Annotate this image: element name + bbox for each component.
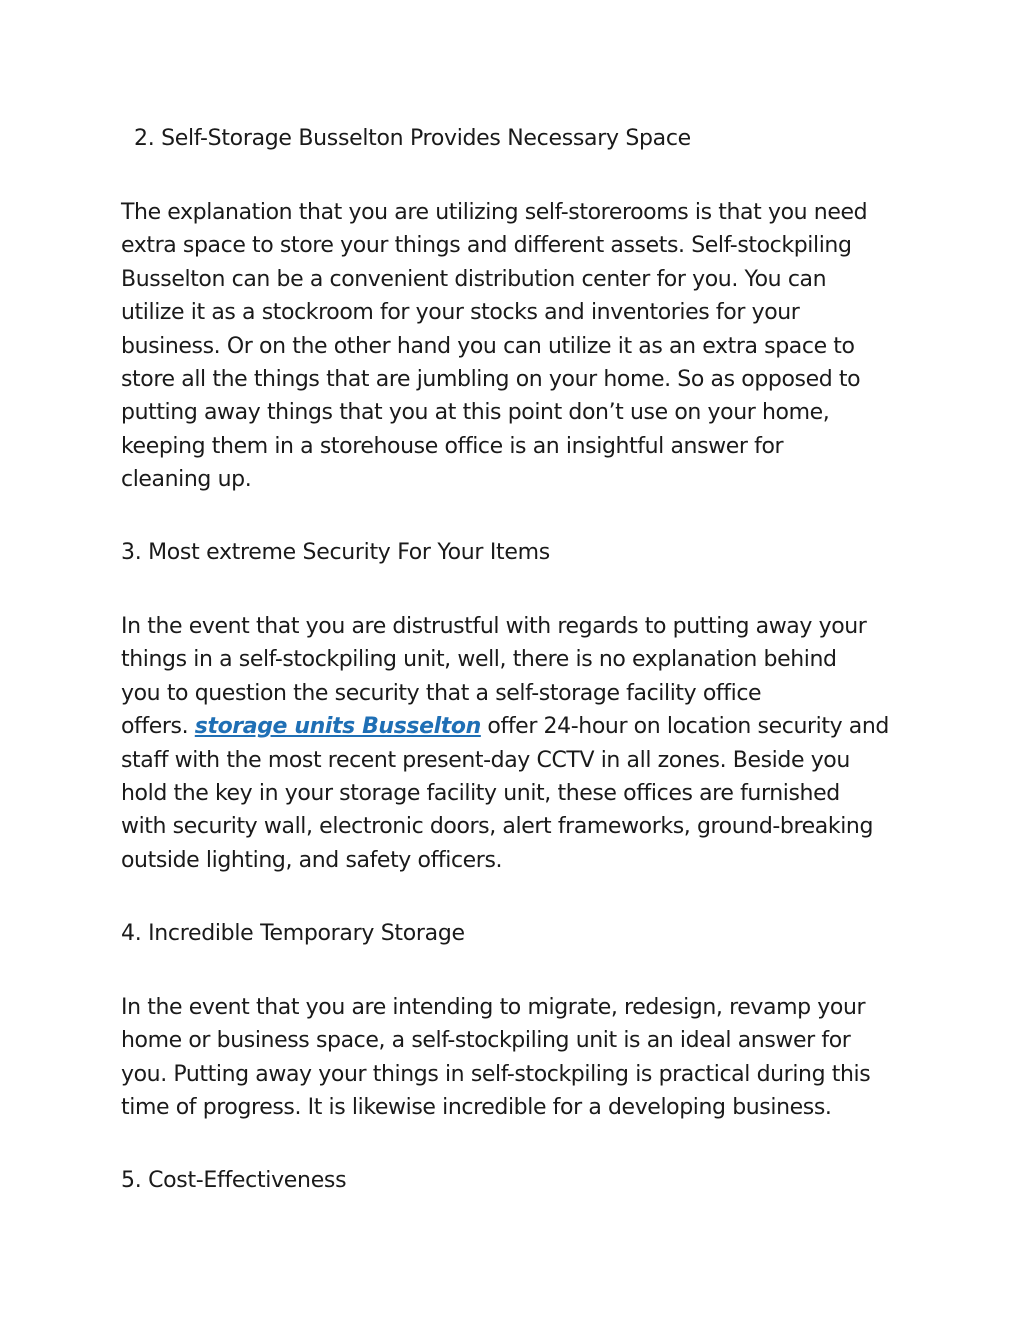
paragraph-line: cleaning up. xyxy=(121,467,252,493)
section-heading-self-storage: 2. Self-Storage Busselton Provides Necessary Space xyxy=(134,126,691,151)
paragraph-line: store all the things that are jumbling on your home. So as opposed to xyxy=(121,367,861,393)
link-prefix-text: offers. xyxy=(121,714,195,740)
paragraph-line: extra space to store your things and different assets. Self-stockpiling xyxy=(121,233,852,259)
paragraph-line: Busselton can be a convenient distribution center for you. You can xyxy=(121,266,827,292)
link-suffix-text: offer 24-hour on location security and xyxy=(480,714,889,740)
paragraph-line: home or business space, a self-stockpiling unit is an ideal answer for xyxy=(121,1028,851,1054)
paragraph-self-storage xyxy=(121,196,921,497)
paragraph-line-with-link xyxy=(121,710,921,743)
paragraph-line: time of progress. It is likewise incredible for a developing business. xyxy=(121,1095,832,1121)
section-heading-security: 3. Most extreme Security For Your Items xyxy=(121,540,550,565)
paragraph-line: with security wall, electronic doors, alert frameworks, ground-breaking xyxy=(121,814,874,840)
paragraph-line: utilize it as a stockroom for your stocks and inventories for your xyxy=(121,300,800,326)
paragraph-temporary-storage xyxy=(121,991,921,1125)
paragraph-line: you. Putting away your things in self-stockpiling is practical during this xyxy=(121,1061,871,1087)
section-heading-cost-effectiveness: 5. Cost-Effectiveness xyxy=(121,1168,347,1193)
paragraph-line: business. Or on the other hand you can utilize it as an extra space to xyxy=(121,333,855,359)
paragraph-line: staff with the most recent present-day CCTV in all zones. Beside you xyxy=(121,747,850,773)
storage-units-busselton-link[interactable]: storage units Busselton xyxy=(194,714,481,740)
paragraph-security xyxy=(121,610,921,877)
paragraph-line: In the event that you are intending to migrate, redesign, revamp your xyxy=(121,995,866,1020)
paragraph-line: hold the key in your storage facility unit, these offices are furnished xyxy=(121,781,840,807)
paragraph-line: you to question the security that a self-storage facility office xyxy=(121,680,762,706)
paragraph-line: things in a self-stockpiling unit, well, there is no explanation behind xyxy=(121,647,837,673)
paragraph-line: In the event that you are distrustful with regards to putting away your xyxy=(121,614,867,639)
paragraph-line: The explanation that you are utilizing self-storerooms is that you need xyxy=(121,200,868,225)
paragraph-line: putting away things that you at this point don’t use on your home, xyxy=(121,400,830,426)
paragraph-line: keeping them in a storehouse office is an insightful answer for xyxy=(121,433,784,459)
paragraph-line: outside lighting, and safety officers. xyxy=(121,847,503,873)
section-heading-temporary-storage: 4. Incredible Temporary Storage xyxy=(121,921,465,946)
